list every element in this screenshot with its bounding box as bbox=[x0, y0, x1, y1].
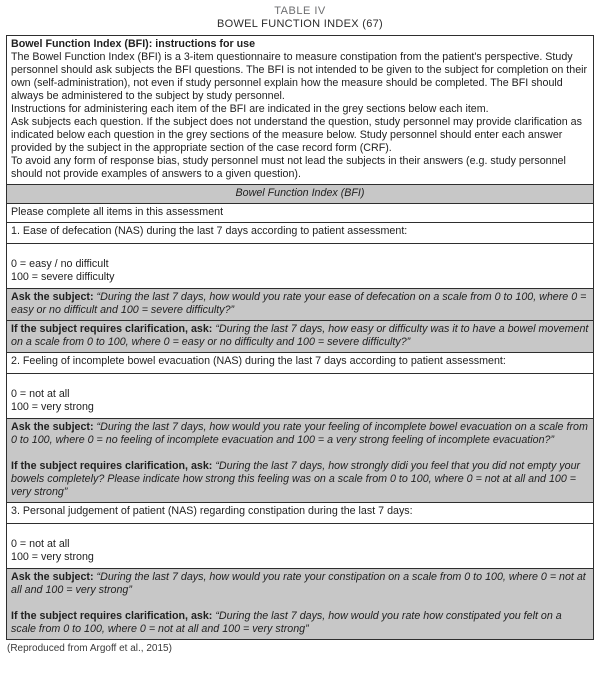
item2-ask bbox=[11, 421, 589, 447]
item1-ask-cell bbox=[7, 288, 593, 320]
item3-clarify-text: “During the last 7 days, how would you rate how constipated you felt on a scale from 0 to 100, where 0 = not at all and 100 = very strong” bbox=[11, 610, 562, 635]
item2-ask-label: Ask the subject: bbox=[11, 421, 94, 433]
item2-instructions-cell bbox=[7, 418, 593, 502]
item2-anchor-low: 0 = not at all bbox=[11, 388, 70, 400]
table-caption bbox=[6, 5, 594, 31]
item2-anchors bbox=[7, 373, 593, 418]
item3-instructions-cell bbox=[7, 568, 593, 639]
intro-row: Please complete all items in this assessment bbox=[7, 203, 593, 222]
item1-anchor-low: 0 = easy / no difficult bbox=[11, 258, 109, 270]
item3-anchor-low: 0 = not at all bbox=[11, 538, 70, 550]
item3-clarify-label: If the subject requires clarification, ask: bbox=[11, 610, 213, 622]
item3-question: 3. Personal judgement of patient (NAS) regarding constipation during the last 7 days: bbox=[7, 502, 593, 523]
item3-ask-label: Ask the subject: bbox=[11, 571, 94, 583]
item1-clarify-label: If the subject requires clarification, ask: bbox=[11, 323, 213, 335]
item2-question: 2. Feeling of incomplete bowel evacuation (NAS) during the last 7 days according to patient assessment: bbox=[7, 352, 593, 373]
table-title: BOWEL FUNCTION INDEX (67) bbox=[217, 18, 383, 30]
item1-clarify-text: “During the last 7 days, how easy or difficulty was it to have a bowel movement on a scale from 0 to 100, where 0 = easy or no difficulty and 100 = severe difficulty?” bbox=[11, 323, 589, 348]
item1-question: 1. Ease of defecation (NAS) during the last 7 days according to patient assessment: bbox=[7, 222, 593, 243]
item1-clarify-cell bbox=[7, 320, 593, 352]
instructions-paragraph-2: Instructions for administering each item of the BFI are indicated in the grey sections below each item. bbox=[11, 103, 489, 115]
instructions-paragraph-3: Ask subjects each question. If the subject does not understand the question, study personnel may provide clarification as indicated below each question in the grey sections of the measure below. Study personnel should enter each answer provided by the subject in the appropriate section of the case record form (CRF). bbox=[11, 116, 582, 154]
item3-ask-text: “During the last 7 days, how would you rate your constipation on a scale from 0 to 100, where 0 = not at all and 100 = very strong” bbox=[11, 571, 586, 596]
instructions-paragraph-4: To avoid any form of response bias, study personnel must not lead the subjects in their answers (e.g. study personnel should not provide examples of answers to a given question). bbox=[11, 155, 566, 180]
item2-clarify-text: “During the last 7 days, how strongly didi you feel that you did not empty your bowels completely? Please indicate how strong this feeling was on a scale from 0 to 100, where 0 = not at all and 100 = very strong” bbox=[11, 460, 581, 498]
item2-ask-text: “During the last 7 days, how would you rate your feeling of incomplete bowel evacuation on a scale from 0 to 100, where 0 = no feeling of incomplete evacuation and 100 = a very strong feeling of incomplete evacuation?” bbox=[11, 421, 588, 446]
blank-line bbox=[11, 597, 589, 610]
blank-line bbox=[11, 447, 589, 460]
item1-anchor-high: 100 = severe difficulty bbox=[11, 271, 115, 283]
item3-anchors bbox=[7, 523, 593, 568]
section-header: Bowel Function Index (BFI) bbox=[7, 184, 593, 203]
instructions-heading: Bowel Function Index (BFI): instructions for use bbox=[11, 38, 256, 50]
item1-anchors bbox=[7, 243, 593, 288]
item3-clarify bbox=[11, 610, 589, 636]
source-note: (Reproduced from Argoff et al., 2015) bbox=[7, 643, 172, 654]
instructions-paragraph-1: The Bowel Function Index (BFI) is a 3-item questionnaire to measure constipation from the patient's perspective. Study personnel should ask subjects the BFI questions. The BFI is not intended to be given to the subject for completion on their own (self-administration), not even if study personnel explain how the measure should be completed. The BFI should always be administered to the subject by study personnel. bbox=[11, 51, 588, 102]
item3-anchor-high: 100 = very strong bbox=[11, 551, 94, 563]
item2-anchor-high: 100 = very strong bbox=[11, 401, 94, 413]
table-label: TABLE IV bbox=[274, 5, 326, 17]
bfi-table bbox=[6, 35, 594, 640]
item2-clarify-label: If the subject requires clarification, ask: bbox=[11, 460, 213, 472]
instructions-cell bbox=[7, 36, 593, 184]
item2-clarify bbox=[11, 460, 589, 499]
item3-ask bbox=[11, 571, 589, 597]
item1-ask-text: “During the last 7 days, how would you rate your ease of defecation on a scale from 0 to 100, where 0 = easy or no difficult and 100 = severe difficulty?” bbox=[11, 291, 587, 316]
item1-ask-label: Ask the subject: bbox=[11, 291, 94, 303]
